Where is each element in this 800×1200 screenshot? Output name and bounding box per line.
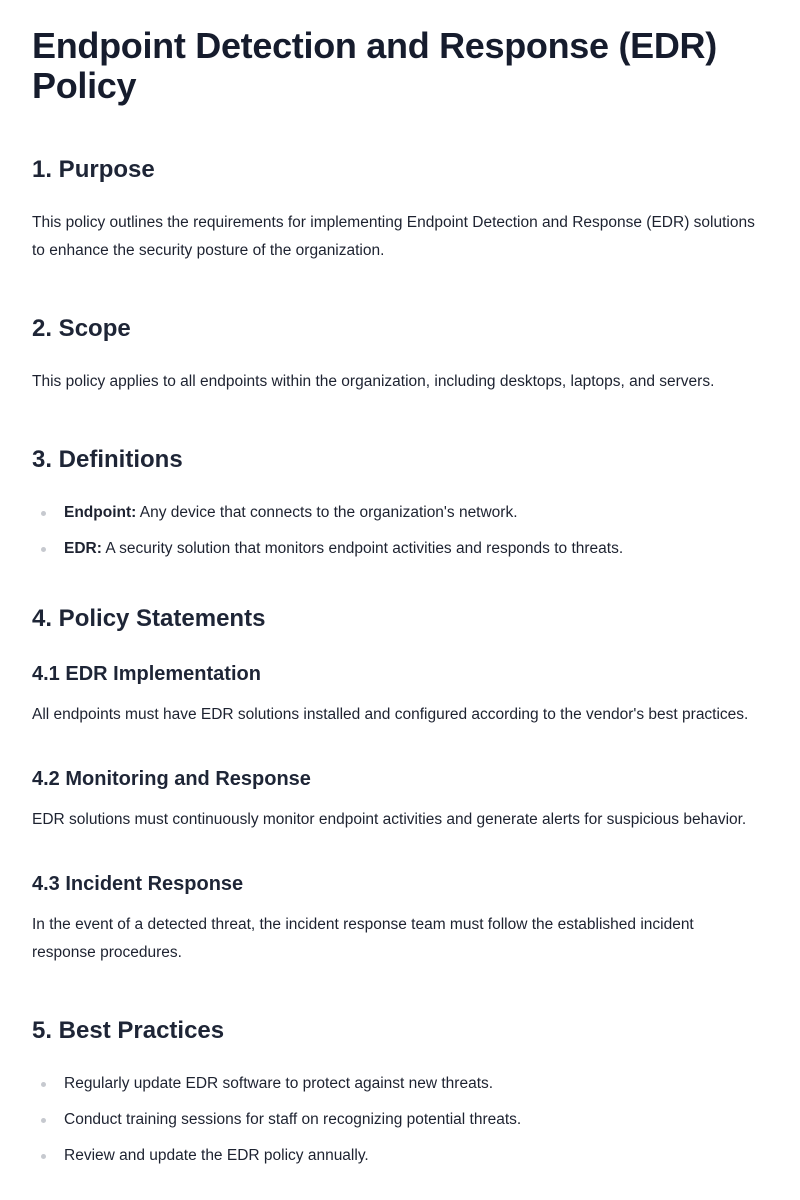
subsection-heading: 4.3 Incident Response — [32, 873, 244, 895]
definition-text: Any device that connects to the organization's network. — [136, 504, 518, 521]
list-item-text: Review and update the EDR policy annually. — [64, 1147, 369, 1164]
section-body-purpose: This policy outlines the requirements for implementing Endpoint Detection and Response (EDR) solutions to enhance the security posture of the organization. — [32, 214, 755, 259]
definition-text: A security solution that monitors endpoint activities and responds to threats. — [101, 540, 624, 557]
subsection-heading: 4.2 Monitoring and Response — [32, 768, 311, 790]
section-body-scope: This policy applies to all endpoints within the organization, including desktops, laptops, and servers. — [32, 373, 715, 390]
section-heading-policy-statements: 4. Policy Statements — [32, 605, 266, 632]
list-item — [32, 1070, 768, 1098]
list-item — [32, 1106, 768, 1134]
list-item — [32, 535, 768, 563]
bullet-icon — [41, 511, 46, 516]
best-practices-list — [32, 1070, 768, 1170]
subsection-body: All endpoints must have EDR solutions installed and configured according to the vendor's best practices. — [32, 706, 749, 723]
bullet-icon — [41, 1118, 46, 1123]
bullet-icon — [41, 1082, 46, 1087]
section-heading-definitions: 3. Definitions — [32, 446, 183, 473]
section-heading-best-practices: 5. Best Practices — [32, 1017, 225, 1044]
document-title: Endpoint Detection and Response (EDR) Policy — [32, 25, 717, 106]
list-item-text: Regularly update EDR software to protect against new threats. — [64, 1075, 494, 1092]
section-heading-purpose: 1. Purpose — [32, 156, 155, 183]
subsection-body: In the event of a detected threat, the incident response team must follow the established incident response procedures. — [32, 916, 694, 961]
subsection-heading: 4.1 EDR Implementation — [32, 663, 261, 685]
bullet-icon — [41, 547, 46, 552]
definition-term: Endpoint: — [64, 504, 137, 521]
list-item-text: Conduct training sessions for staff on recognizing potential threats. — [64, 1111, 522, 1128]
list-item — [32, 1142, 768, 1170]
section-heading-scope: 2. Scope — [32, 315, 131, 342]
definitions-list — [32, 499, 768, 563]
subsection-body: EDR solutions must continuously monitor endpoint activities and generate alerts for suspicious behavior. — [32, 811, 747, 828]
definition-term: EDR: — [64, 540, 102, 557]
list-item — [32, 499, 768, 527]
bullet-icon — [41, 1154, 46, 1159]
